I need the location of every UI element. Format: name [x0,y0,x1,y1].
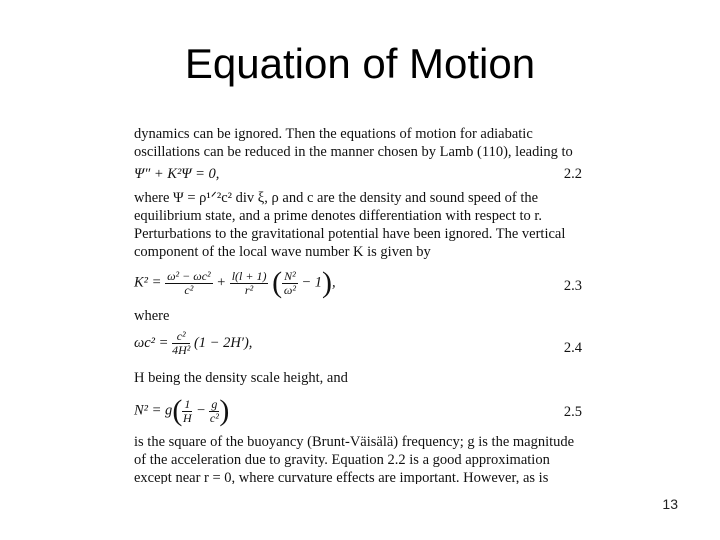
equation-number: 2.2 [563,166,582,182]
eq-lhs: N² = g [134,402,173,419]
equation-2-3 [134,266,336,300]
operator: − [195,402,206,419]
text-line: Perturbations to the gravitational potential have been ignored. The vertical [134,226,566,242]
page-number: 13 [662,496,678,512]
fraction [182,398,192,425]
denominator: ω² [283,282,296,297]
scanned-text-excerpt [120,118,602,484]
eq-term: (1 − 2H′), [193,334,253,351]
text-line: H being the density scale height, and [134,370,348,386]
left-paren: ( [272,266,283,299]
text-line-cut: except near r = 0, where curvature effects are important. However, as is [134,470,549,484]
text-line: dynamics can be ignored. Then the equations of motion for adiabatic [134,126,533,142]
slide-title: Equation of Motion [184,40,536,87]
denominator: r² [244,282,254,297]
numerator: c² [172,330,190,344]
right-paren: ) [321,266,332,299]
numerator: l(l + 1) [231,268,267,283]
denominator: c² [209,410,219,425]
text-line: where Ψ = ρ¹ᐟ²c² div ξ, ρ and c are the density and sound speed of the [134,190,539,206]
numerator: ω² − ωc² [167,268,211,283]
equation-number: 2.5 [563,404,582,420]
right-paren: ) [219,394,230,427]
eq-term: − 1 [301,274,322,291]
equation-number: 2.4 [563,340,582,356]
text-line: of the acceleration due to gravity. Equation 2.2 is a good approximation [134,452,550,468]
denominator: 4H² [172,343,191,357]
text-line: equilibrium state, and a prime denotes differentiation with respect to r. [134,208,543,224]
fraction [209,398,219,425]
text-line: where [134,308,170,324]
fraction [230,270,269,297]
text-line: component of the local wave number K is given by [134,244,431,260]
numerator: N² [284,268,296,283]
numerator: g [211,396,218,411]
equation-2-5 [134,394,229,428]
fraction [172,330,190,357]
denominator: H [182,410,192,425]
text-line: oscillations can be reduced in the manner chosen by Lamb (110), leading to [134,144,573,160]
equation-2-2: Ψ″ + K²Ψ = 0, [134,166,220,182]
denominator: c² [184,282,194,297]
text-line: is the square of the buoyancy (Brunt-Väisälä) frequency; g is the magnitude [134,434,575,450]
operator: + [216,274,227,291]
numerator: 1 [184,396,191,411]
equation-number: 2.3 [563,278,582,294]
eq-lhs: ωc² = [134,334,169,351]
left-paren: ( [172,394,183,427]
punctuation: , [331,274,336,291]
fraction [282,270,298,297]
eq-lhs: K² = [134,274,162,291]
equation-2-4 [134,330,252,357]
fraction [165,270,213,297]
